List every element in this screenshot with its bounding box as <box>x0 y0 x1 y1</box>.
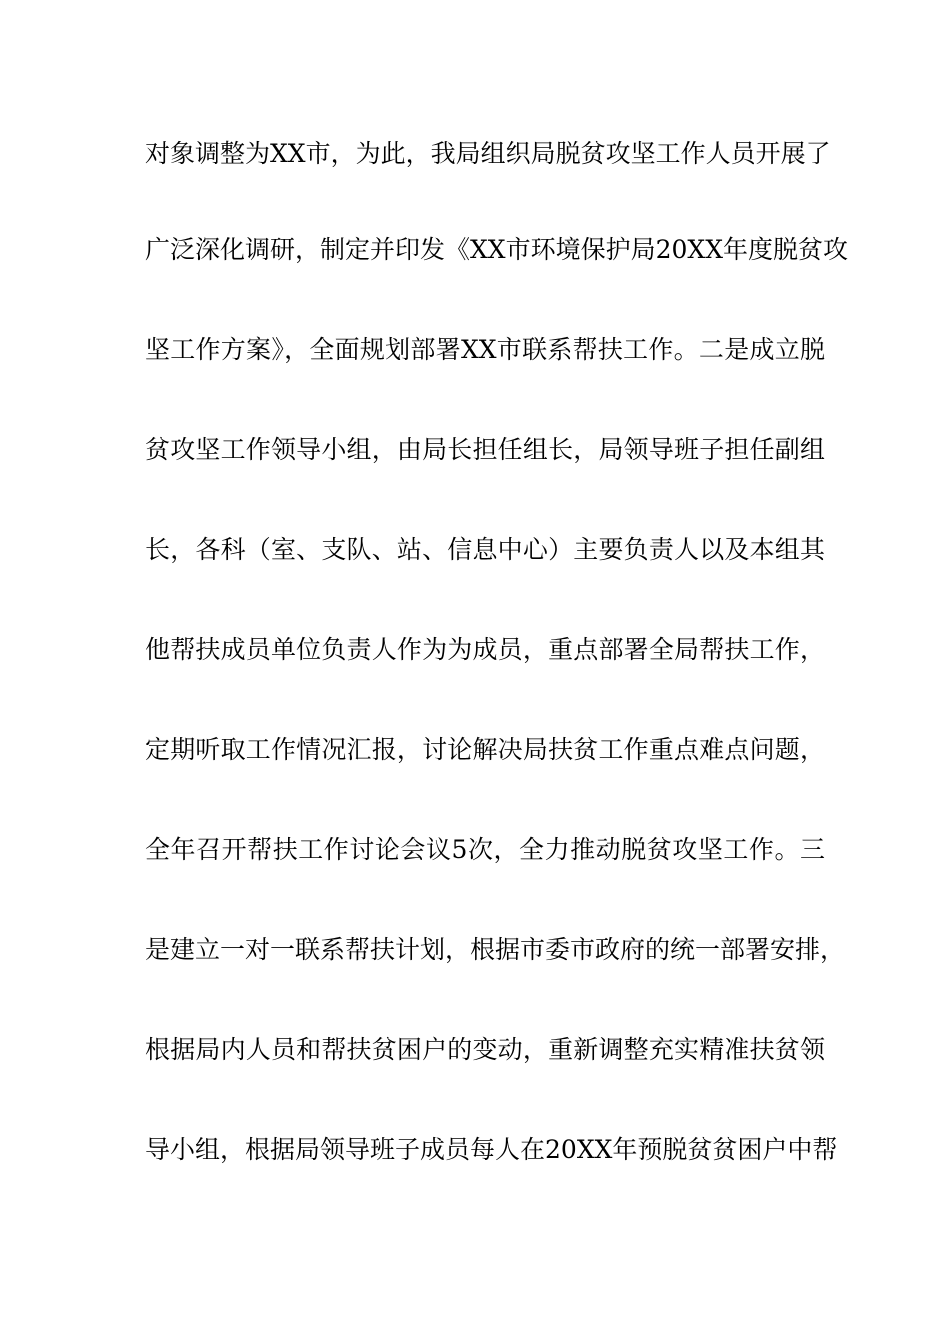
paragraph-line: 坚工作方案》，全面规划部署XX市联系帮扶工作。二是成立脱 <box>145 335 825 364</box>
paragraph-line: 对象调整为XX市，为此，我局组织局脱贫攻坚工作人员开展了 <box>145 139 831 168</box>
paragraph-line: 全年召开帮扶工作讨论会议5次，全力推动脱贫攻坚工作。三 <box>145 835 825 864</box>
paragraph-line: 定期听取工作情况汇报，讨论解决局扶贫工作重点难点问题， <box>145 735 825 764</box>
paragraph-line: 导小组，根据局领导班子成员每人在20XX年预脱贫贫困户中帮 <box>145 1135 838 1164</box>
paragraph-line: 是建立一对一联系帮扶计划，根据市委市政府的统一部署安排， <box>145 935 846 964</box>
paragraph-line: 他帮扶成员单位负责人作为为成员，重点部署全局帮扶工作， <box>145 635 825 664</box>
paragraph-line: 贫攻坚工作领导小组，由局长担任组长，局领导班子担任副组 <box>145 435 825 464</box>
paragraph-line: 根据局内人员和帮扶贫困户的变动，重新调整充实精准扶贫领 <box>145 1035 825 1064</box>
paragraph-line: 长，各科（室、支队、站、信息中心）主要负责人以及本组其 <box>145 535 825 564</box>
paragraph-line: 广泛深化调研，制定并印发《XX市环境保护局20XX年度脱贫攻 <box>145 235 849 264</box>
